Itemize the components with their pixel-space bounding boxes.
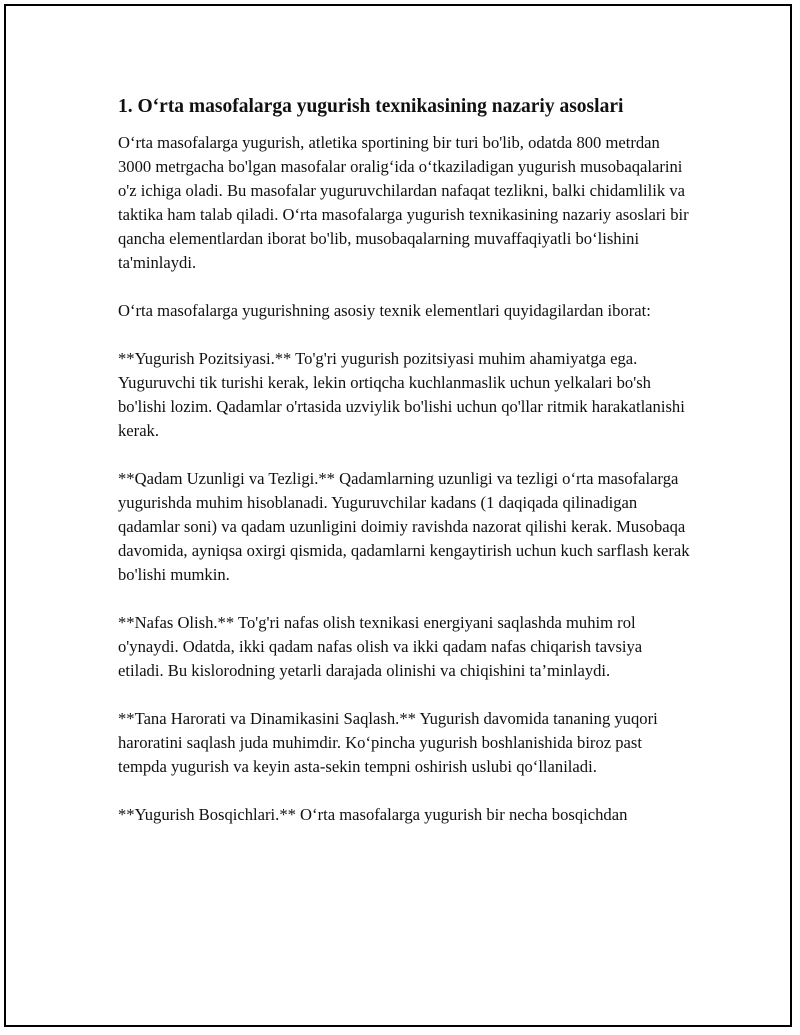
- paragraph-stride-length: **Qadam Uzunligi va Tezligi.** Qadamlarning uzunligi va tezligi oʻrta masofalarga yugurishda muhim hisoblanadi. Yuguruvchilar kadans (1 daqiqada qilinadigan qadamlar soni) va qadam uzunligini doimiy ravishda nazorat qilishi kerak. Musobaqa davomida, ayniqsa oxirgi qismida, qadamlarni kengaytirish uchun kuch sarflash kerak bo'lishi mumkin.: [118, 469, 690, 584]
- document-body: [118, 95, 690, 851]
- paragraph-running-position: **Yugurish Pozitsiyasi.** To'g'ri yugurish pozitsiyasi muhim ahamiyatga ega. Yuguruvchi tik turishi kerak, lekin ortiqcha kuchlanmaslik uchun yelkalari bo'sh bo'lishi lozim. Qadamlar o'rtasida uzviylik bo'lishi uchun qo'llar ritmik harakatlanishi kerak.: [118, 349, 685, 440]
- paragraph-intro: Oʻrta masofalarga yugurish, atletika sportining bir turi bo'lib, odatda 800 metrdan 3000 metrgacha bo'lgan masofalar oraligʻida oʻtkaziladigan yugurish musobaqalarini o'z ichiga oladi. Bu masofalar yuguruvchilardan nafaqat tezlikni, balki chidamlilik va taktika ham talab qiladi. Oʻrta masofalarga yugurish texnikasining nazariy asoslari bir qancha elementlardan iborat bo'lib, musobaqalarning muvaffaqiyatli boʻlishini ta'minlaydi.: [118, 133, 689, 272]
- paragraph-breathing: **Nafas Olish.** To'g'ri nafas olish texnikasi energiyani saqlashda muhim rol o'ynaydi. Odatda, ikki qadam nafas olish va ikki qadam nafas chiqarish tavsiya etiladi. Bu kislorodning yetarli darajada olinishi va chiqishini ta’minlaydi.: [118, 613, 643, 680]
- paragraph-elements-intro: Oʻrta masofalarga yugurishning asosiy texnik elementlari quyidagilardan iborat:: [118, 301, 651, 320]
- section-title: 1. Oʻrta masofalarga yugurish texnikasining nazariy asoslari: [118, 96, 624, 117]
- paragraph-body-temperature: **Tana Harorati va Dinamikasini Saqlash.** Yugurish davomida tananing yuqori haroratini saqlash juda muhimdir. Koʻpincha yugurish boshlanishida biroz past tempda yugurish va keyin asta-sekin tempni oshirish uslubi qoʻllaniladi.: [118, 709, 658, 776]
- paragraph-running-stages: **Yugurish Bosqichlari.** Oʻrta masofalarga yugurish bir necha bosqichdan: [118, 805, 628, 824]
